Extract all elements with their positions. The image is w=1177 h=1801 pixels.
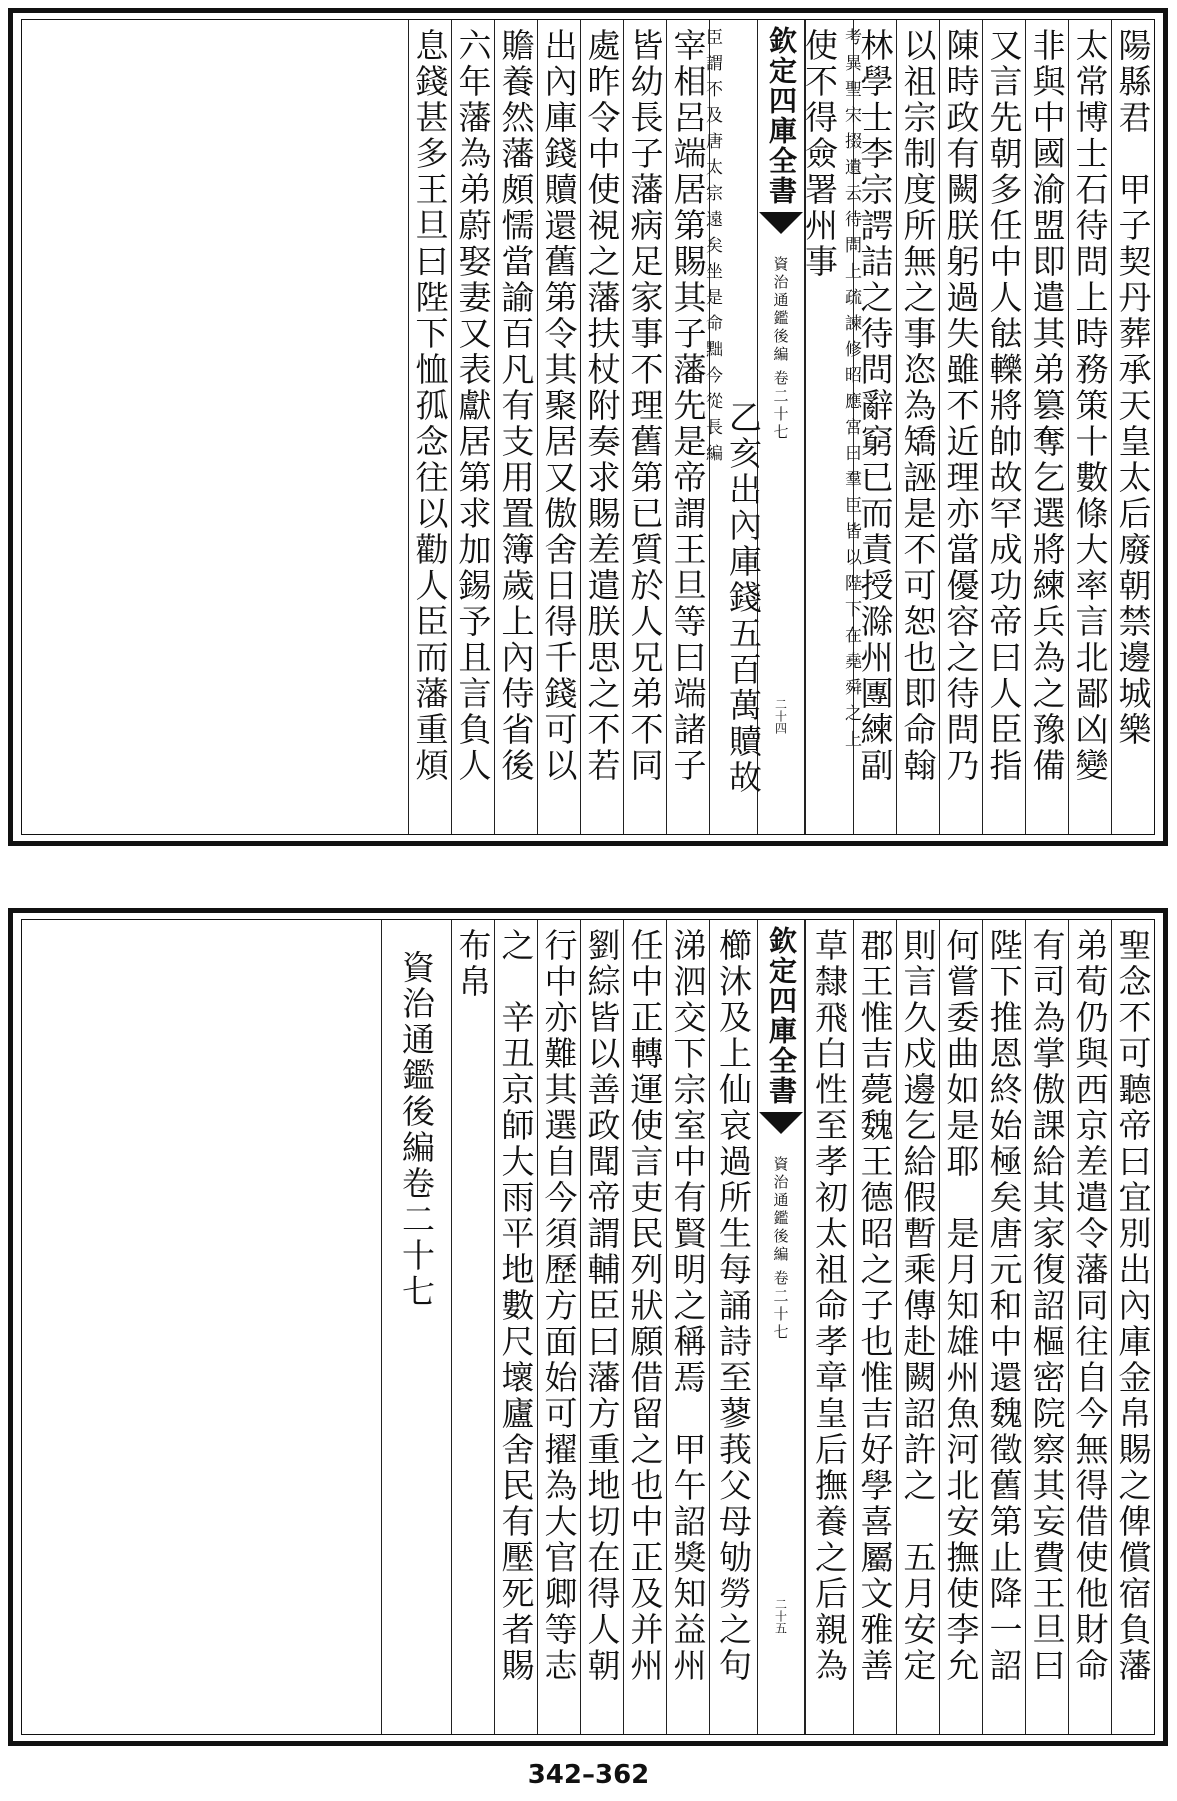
upper-page: [8, 8, 1168, 846]
leaf-number: 二十五: [773, 1598, 788, 1634]
banner-volume: 卷二十七: [771, 1270, 790, 1342]
text-column: 劉綜皆以善政聞帝謂輔臣曰藩方重地切在得人朝: [580, 920, 623, 1734]
text-column: 之 辛丑京師大雨平地數尺壞廬舍民有壓死者賜: [494, 920, 537, 1734]
text-column: 林學士李宗諤詰之待問辭窮已而責授滁州團練副: [853, 20, 896, 834]
text-column: 陳時政有闕朕躬過失雖不近理亦當優容之待問乃: [939, 20, 982, 834]
upper-page-frame: [21, 19, 1155, 835]
text-column: 何嘗委曲如是耶 是月知雄州魚河北安撫使李允: [939, 920, 982, 1734]
text-column: 出內庫錢贖還舊第令其聚居又傲舍日得千錢可以: [537, 20, 580, 834]
volume-end-title: 資治通鑑後編卷二十七: [381, 920, 451, 1734]
text-column: 陽縣君 甲子契丹葬承天皇太后廢朝禁邊城樂: [1111, 20, 1154, 834]
text-column: 有司為掌傲課給其家復詔樞密院察其妄費王旦曰: [1025, 920, 1068, 1734]
text-column: 息錢甚多王旦曰陛下恤孤念往以勸人臣而藩重煩: [408, 20, 451, 834]
text-column: 非與中國渝盟即遣其弟篡奪乞選將練兵為之豫備: [1025, 20, 1068, 834]
text-column: 處昨令中使視之藩扶杖附奏求賜差遣朕思之不若: [580, 20, 623, 834]
fishtail-mark: [759, 1112, 803, 1134]
text-column-with-note: 臣謂不及唐太宗遠矣坐是命黜今從長編 乙亥出內庫錢五百萬贖故: [709, 20, 757, 834]
text-column: 任中正轉運使言吏民列狀願借留之也中正及并州: [623, 920, 666, 1734]
text-column: 則言久戍邊乞給假暫乘傳赴闕詔許之 五月安定: [896, 920, 939, 1734]
text-column: 宰相呂端居第賜其子藩先是帝謂王旦等曰端諸子: [666, 20, 709, 834]
banner-book-title: 資治通鑑後編: [771, 1156, 790, 1264]
commentary-note: 考異聖宋掇遺云待問上疏諫修昭應宮曰羣臣皆以陛下在堯舜之上: [841, 28, 861, 756]
fishtail-mark: [759, 212, 803, 234]
text-column: 櫛沐及上仙哀過所生每誦詩至蓼莪父母劬勞之句: [709, 920, 757, 1734]
text-column: 聖念不可聽帝曰宜別出內庫金帛賜之俾償宿負藩: [1111, 920, 1154, 1734]
text-column: 太常博士石待問上時務策十數條大率言北鄙凶變: [1068, 20, 1111, 834]
lower-page-frame: [21, 919, 1155, 1735]
text-column: 行中亦難其選自今須歷方面始可擢為大官卿等志: [537, 920, 580, 1734]
text-column: 皆幼長子藩病足家事不理舊第已質於人兄弟不同: [623, 20, 666, 834]
text-column: 弟荀仍與西京差遣令藩同往自今無得借使他財命: [1068, 920, 1111, 1734]
commentary-note: 臣謂不及唐太宗遠矣坐是命黜今從長編: [702, 28, 722, 470]
banner-book-title: 資治通鑑後編: [771, 256, 790, 364]
text-column: 又言先朝多任中人䏻轢將帥故罕成功帝曰人臣指: [982, 20, 1025, 834]
center-banner: [757, 920, 805, 1734]
banner-title: 欽定四庫全書: [765, 26, 798, 206]
page-footer-number: 342–362: [527, 1760, 650, 1790]
banner-volume: 卷二十七: [771, 370, 790, 442]
text-column: 草隸飛白性至孝初太祖命孝章皇后撫養之后親為: [805, 920, 853, 1734]
leaf-number: 二十四: [773, 698, 788, 734]
text-column: 陛下推恩終始極矣唐元和中還魏徵舊第止降一詔: [982, 920, 1025, 1734]
text-column: 涕泗交下宗室中有賢明之稱焉 甲午詔獎知益州: [666, 920, 709, 1734]
lower-page: [8, 908, 1168, 1746]
text-column-with-note: 使不得僉署州事 考異聖宋掇遺云待問上疏諫修昭應宮曰羣臣皆以陛下在堯舜之上: [805, 20, 853, 834]
banner-title: 欽定四庫全書: [765, 926, 798, 1106]
text-column: 以祖宗制度所無之事恣為矯誣是不可恕也即命翰: [896, 20, 939, 834]
text-column: 布帛: [451, 920, 494, 1734]
text-column: 贍養然藩頗懦當諭百凡有支用置簿歲上內侍省後: [494, 20, 537, 834]
text-column: 六年藩為弟蔚娶妻又表獻居第求加錫予且言負人: [451, 20, 494, 834]
text-column: 郡王惟吉薨魏王德昭之子也惟吉好學喜屬文雅善: [853, 920, 896, 1734]
